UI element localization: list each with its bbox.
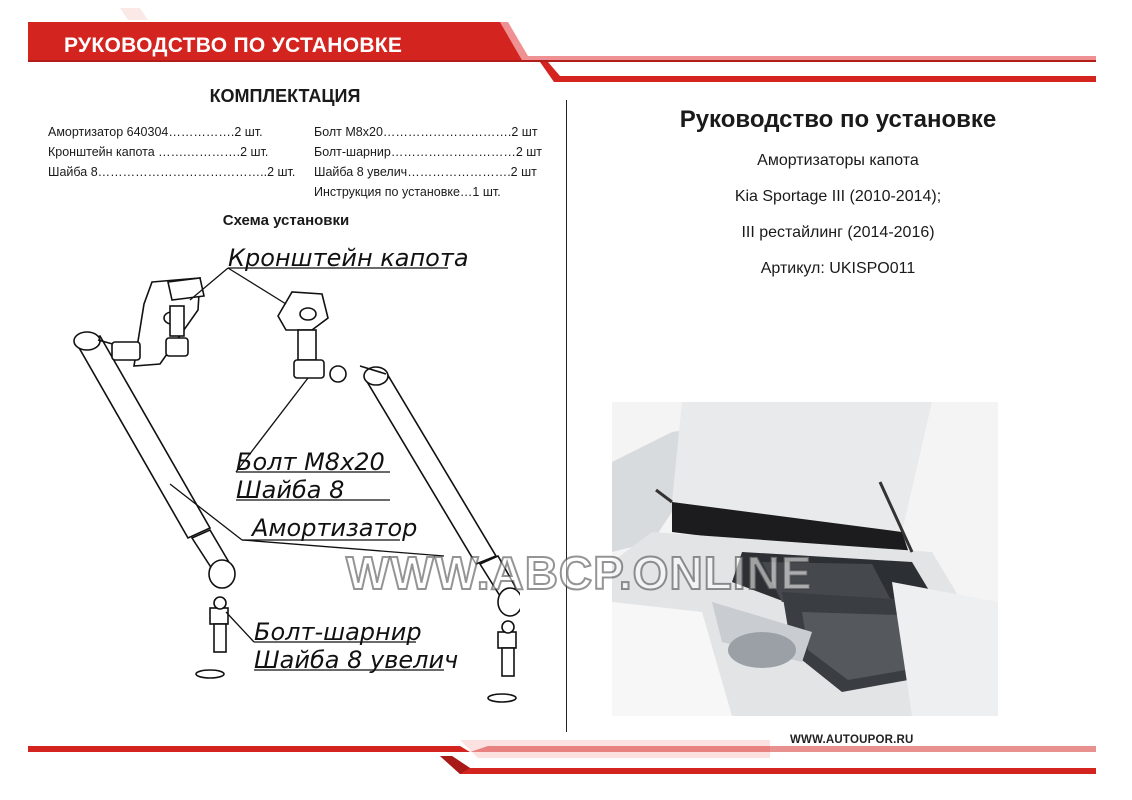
product-subtitle: Амортизаторы капота	[757, 152, 919, 169]
label-big-washer: Шайба 8 увелич	[254, 646, 459, 674]
footer-banner	[0, 724, 1132, 800]
list-item: Болт-шарнир…………………………2 шт	[314, 145, 543, 159]
kit-list-left	[48, 122, 295, 182]
left-shock-absorber	[74, 332, 235, 588]
watermark: WWW.ABCP.ONLINE	[346, 547, 813, 599]
banner-title: РУКОВОДСТВО ПО УСТАНОВКЕ	[64, 34, 403, 57]
list-item: Амортизатор 640304…………….2 шт.	[48, 125, 263, 139]
footer-url: WWW.AUTOUPOR.RU	[790, 734, 914, 746]
list-item: Инструкция по установке…1 шт.	[314, 185, 501, 199]
list-item: Кронштейн капота …….………….2 шт.	[48, 145, 269, 159]
right-bracket	[278, 292, 346, 382]
label-washer: Шайба 8	[236, 476, 345, 504]
kit-list-right	[314, 122, 542, 202]
product-model-line1: Kia Sportage III (2010-2014);	[734, 188, 942, 205]
left-bracket	[112, 278, 204, 366]
product-title: Руководство по установке	[679, 106, 997, 133]
product-article: Артикул: UKISPO011	[760, 260, 916, 277]
column-divider	[566, 100, 567, 732]
product-model-line2: III рестайлинг (2014-2016)	[741, 224, 935, 241]
left-pivot-bolt	[196, 597, 228, 678]
label-pivot-bolt: Болт-шарнир	[254, 618, 422, 646]
kit-title: КОМПЛЕКТАЦИЯ	[209, 86, 361, 106]
list-item: Шайба 8…………………………………..2 шт.	[48, 165, 296, 179]
list-item: Шайба 8 увелич…………………….2 шт	[314, 165, 537, 179]
label-bolt: Болт М8х20	[236, 448, 385, 476]
label-shock: Амортизатор	[252, 514, 418, 542]
list-item: Болт М8х20………………………….2 шт	[314, 125, 538, 139]
label-bracket: Кронштейн капота	[228, 244, 469, 272]
scheme-title: Схема установки	[222, 212, 350, 229]
installation-scheme	[40, 238, 520, 718]
right-pivot-bolt	[488, 621, 516, 702]
